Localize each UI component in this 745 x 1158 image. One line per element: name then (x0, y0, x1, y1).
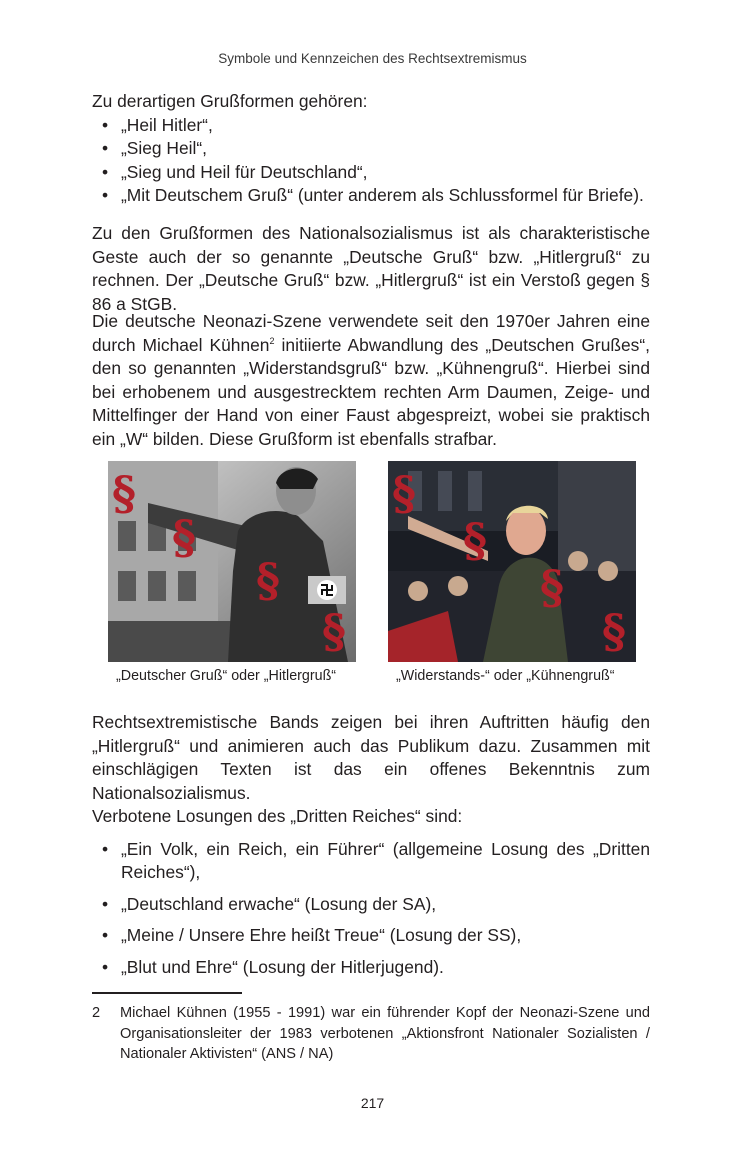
footnote (92, 1003, 650, 1065)
list-item: • „Blut und Ehre“ (Losung der Hitlerjugend). (102, 956, 650, 980)
greeting-list (92, 114, 650, 208)
list-item: • „Sieg Heil“, (102, 137, 650, 161)
hitler-salute-photo (108, 461, 356, 662)
page-number: 217 (360, 1095, 385, 1111)
list-item: • „Sieg und Heil für Deutschland“, (102, 161, 650, 185)
paragraph-german-greeting (92, 222, 650, 316)
paragraph-text (92, 310, 650, 451)
slogan-list (92, 838, 650, 980)
footnote-number: 2 (92, 1005, 101, 1021)
list-item: • „Meine / Unsere Ehre heißt Treue“ (Losung der SS), (102, 924, 650, 948)
list-item: • „Deutschland erwache“ (Losung der SA), (102, 893, 650, 917)
paragraph-kuehnen-greeting (92, 310, 650, 451)
intro-section (92, 90, 650, 208)
intro-lead: Zu derartigen Grußformen gehören: (92, 91, 368, 111)
footnote-text: Michael Kühnen (1955 - 1991) war ein führender Kopf der Neonazi-Szene und Organisationsleiter der 1983 verbotenen „Aktionsfront Nationaler Sozialisten / Nationaler Aktivisten“ (ANS / NA) (120, 1005, 650, 1062)
slogans-section (92, 805, 650, 987)
figure-caption-left: „Deutscher Gruß“ oder „Hitlergruß“ (116, 668, 337, 684)
list-item: • „Mit Deutschem Gruß“ (unter anderem als Schlussformel für Briefe). (102, 184, 650, 208)
paragraph-text: Rechtsextremistische Bands zeigen bei ihren Auftritten häufig den „Hitlergruß“ und animieren auch das Publikum dazu. Zusammen mit einschlägigen Texten ist das ein offenes Bekenntnis zum Nationalsozialismus. (92, 712, 650, 803)
figure-caption-right: „Widerstands-“ oder „Kühnengruß“ (396, 668, 615, 684)
kuehnen-salute-photo (388, 461, 636, 662)
list-item: • „Ein Volk, ein Reich, ein Führer“ (allgemeine Losung des „Dritten Reiches“), (102, 838, 650, 885)
paragraph-text-part: initiierte Abwandlung des „Deutschen Grußes“, den so genannten „Widerstandsgruß“ bzw. „Kühnengruß“. Hierbei sind bei erhobenem und ausgestrecktem rechten Arm Daumen, Zeige- und Mittelfinger der Hand von einer Faust abgespreizt, wobei sie praktisch ein „W“ bilden. Diese Grußform ist ebenfalls strafbar. (92, 334, 650, 449)
section-mark: § (392, 466, 417, 520)
footnote-reference[interactable]: 2 (269, 335, 275, 346)
section-mark: § (112, 466, 137, 520)
section-mark: § (463, 513, 488, 567)
section-mark: § (172, 510, 197, 564)
paragraph-bands (92, 711, 650, 805)
section-mark: § (322, 604, 347, 658)
slogans-lead: Verbotene Losungen des „Dritten Reiches“ sind: (92, 806, 463, 826)
paragraph-text-part: Die deutsche Neonazi-Szene verwendete seit den 1970er Jahren eine durch Michael Kühnen (92, 311, 650, 355)
list-item: • „Heil Hitler“, (102, 114, 650, 138)
footnote-divider (92, 992, 242, 994)
paragraph-text: Zu den Grußformen des Nationalsozialismus ist als charakteristische Geste auch der so genannte „Deutsche Gruß“ bzw. „Hitlergruß“ zu rechnen. Der „Deutsche Gruß“ bzw. „Hitlergruß“ ist ein Verstoß gegen § 86 a StGB. (92, 223, 650, 314)
running-head: Symbole und Kennzeichen des Rechtsextremismus (218, 51, 527, 66)
section-mark: § (540, 560, 565, 614)
section-mark: § (602, 604, 627, 658)
section-mark: § (256, 553, 281, 607)
